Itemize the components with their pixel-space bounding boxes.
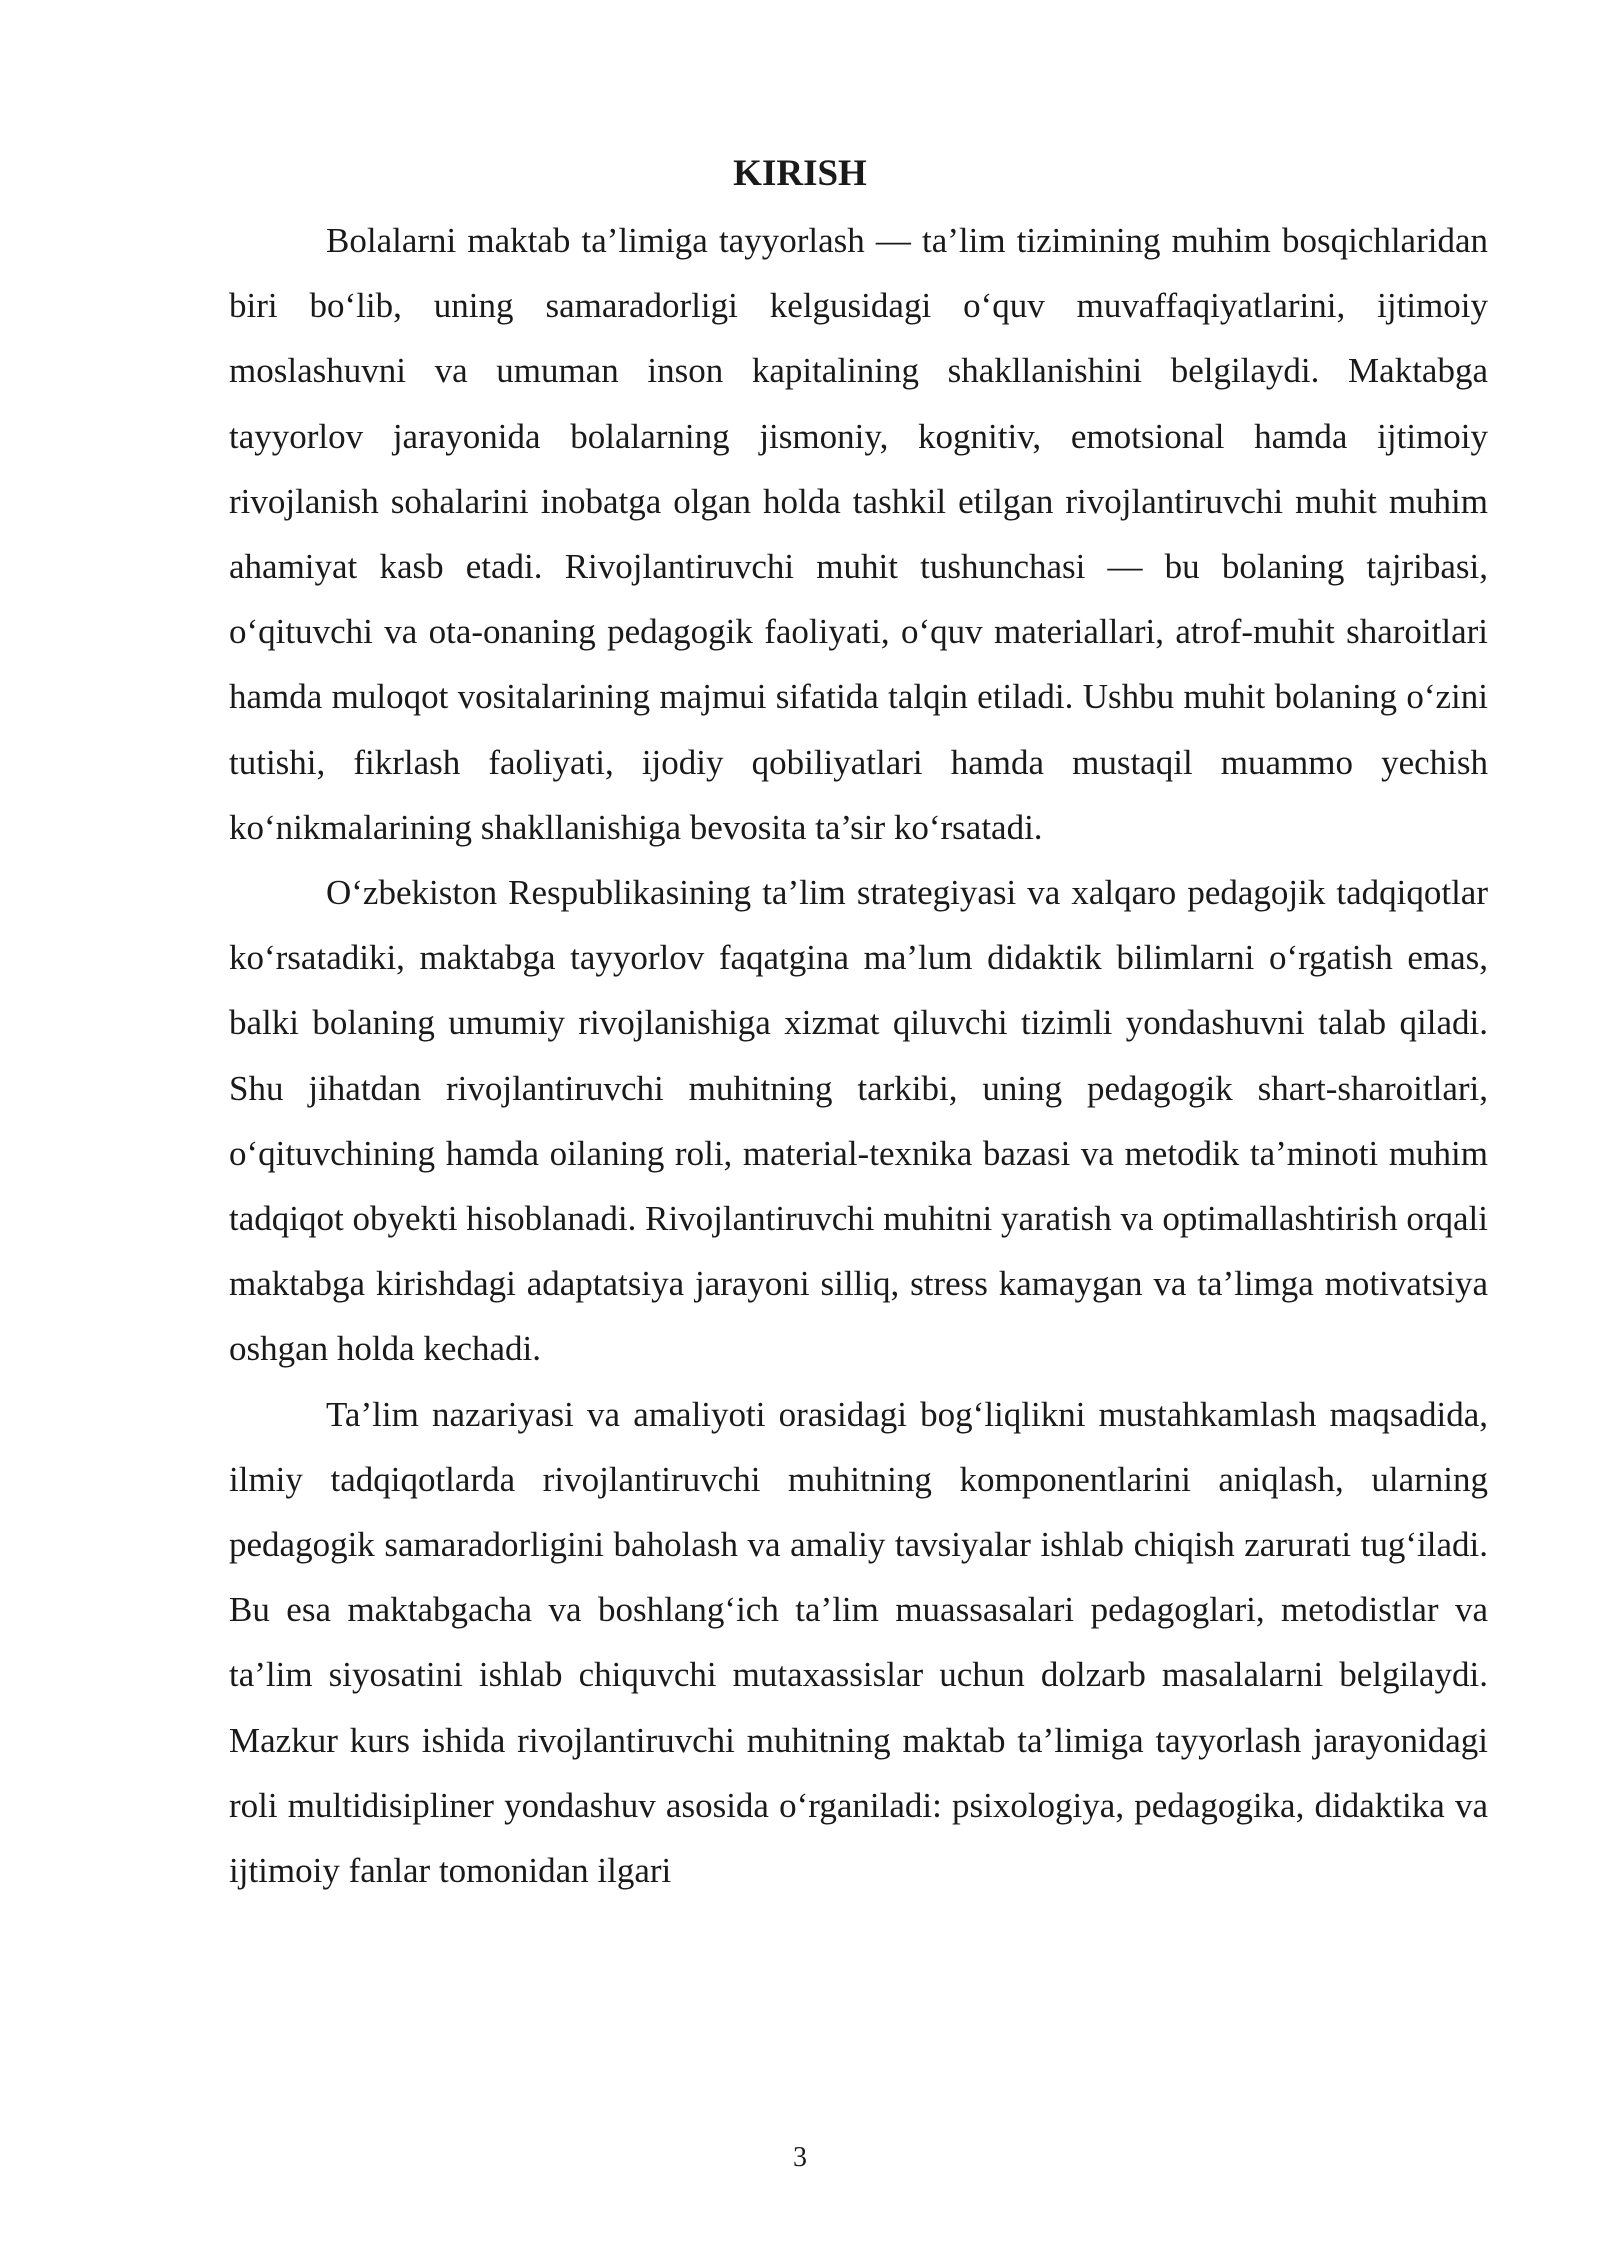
section-heading: KIRISH bbox=[733, 153, 867, 194]
paragraph-1: Bolalarni maktab ta’limiga tayyorlash — ta’lim tizimining muhim bosqichlaridan biri bo‘lib, uning samaradorligi kelgusidagi o‘quv muvaffaqiyatlarini, ijtimoiy moslashuvni va umuman inson kapitalining shakllanishini belgilaydi. Maktabga tayyorlov jarayonida bolalarning jismoniy, kognitiv, emotsional hamda ijtimoiy rivojlanish sohalarini inobatga olgan holda tashkil etilgan rivojlantiruvchi muhit muhim ahamiyat kasb etadi. Rivojlantiruvchi muhit tushunchasi — bu bolaning tajribasi, o‘qituvchi va ota-onaning pedagogik faoliyati, o‘quv materiallari, atrof-muhit sharoitlari hamda muloqot vositalarining majmui sifatida talqin etiladi. Ushbu muhit bolaning o‘zini tutishi, fikrlash faoliyati, ijodiy qobiliyatlari hamda mustaqil muammo yechish ko‘nikmalarining shakllanishiga bevosita ta’sir ko‘rsatadi. bbox=[229, 221, 1488, 847]
paragraph-2: O‘zbekiston Respublikasining ta’lim strategiyasi va xalqaro pedagojik tadqiqotlar ko‘rsatadiki, maktabga tayyorlov faqatgina ma’lum didaktik bilimlarni o‘rgatish emas, balki bolaning umumiy rivojlanishiga xizmat qiluvchi tizimli yondashuvni talab qiladi. Shu jihatdan rivojlantiruvchi muhitning tarkibi, uning pedagogik shart-sharoitlari, o‘qituvchining hamda oilaning roli, material-texnika bazasi va metodik ta’minoti muhim tadqiqot obyekti hisoblanadi. Rivojlantiruvchi muhitni yaratish va optimallashtirish orqali maktabga kirishdagi adaptatsiya jarayoni silliq, stress kamaygan va ta’limga motivatsiya oshgan holda kechadi. bbox=[229, 873, 1488, 1369]
paragraph-3: Ta’lim nazariyasi va amaliyoti orasidagi bog‘liqlikni mustahkamlash maqsadida, ilmiy tadqiqotlarda rivojlantiruvchi muhitning komponentlarini aniqlash, ularning pedagogik samaradorligini baholash va amaliy tavsiyalar ishlab chiqish zarurati tug‘iladi. Bu esa maktabgacha va boshlang‘ich ta’lim muassasalari pedagoglari, metodistlar va ta’lim siyosatini ishlab chiquvchi mutaxassislar uchun dolzarb masalalarni belgilaydi. Mazkur kurs ishida rivojlantiruvchi muhitning maktab ta’limiga tayyorlash jarayonidagi roli multidisipliner yondashuv asosida o‘rganiladi: psixologiya, pedagogika, didaktika va ijtimoiy fanlar tomonidan ilgari bbox=[229, 1394, 1488, 1891]
body-text bbox=[229, 208, 1488, 1903]
page-number: 3 bbox=[793, 2142, 807, 2173]
